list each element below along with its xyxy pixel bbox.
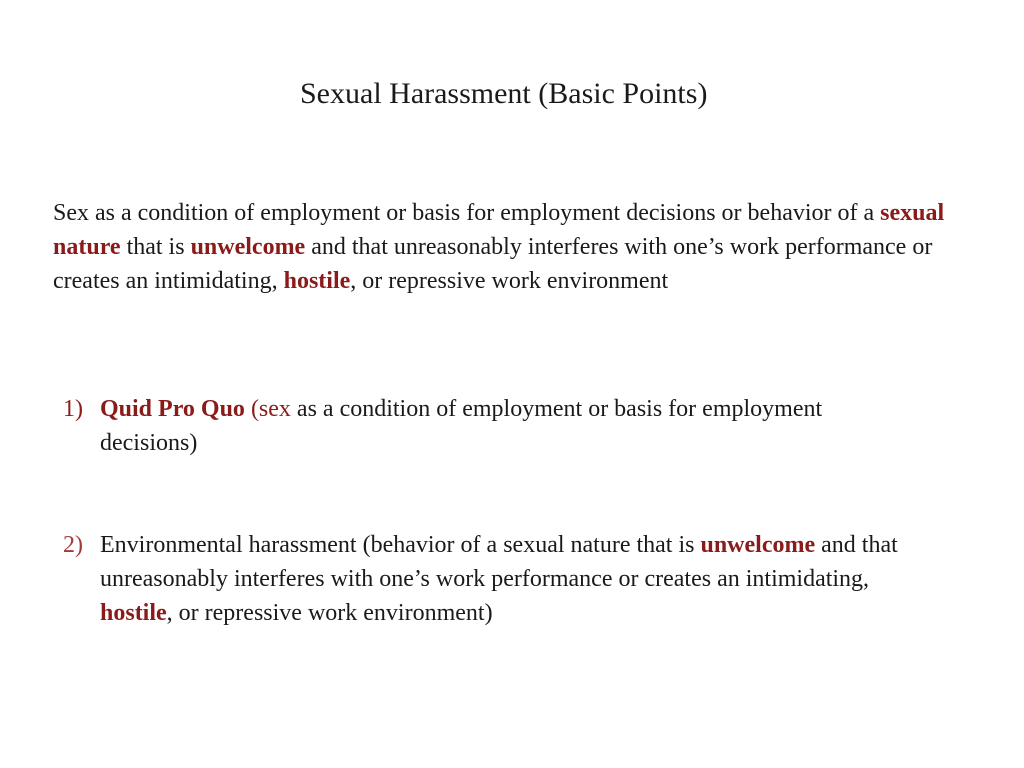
environmental-text-3: , or repressive work environment) (166, 600, 493, 626)
definition-paragraph (53, 196, 953, 298)
list-item-body (100, 528, 923, 630)
list-item-environmental-harassment (63, 528, 923, 630)
definition-emphasis-sexual-nature: sexual nature (53, 200, 945, 260)
environmental-emphasis-unwelcome: unwelcome (700, 532, 816, 558)
definition-text-1: Sex as a condition of employment or basis for employment decisions or behavior of a (53, 200, 881, 226)
quid-pro-quo-heading: Quid Pro Quo (100, 396, 245, 422)
environmental-text-2: and that unreasonably interferes with one’s work performance or creates an intimidating, (100, 532, 898, 592)
list-item-quid-pro-quo (63, 392, 883, 460)
environmental-text-1: Environmental harassment (behavior of a sexual nature that is (100, 532, 701, 558)
list-item-body (100, 392, 883, 460)
quid-pro-quo-description: as a condition of employment or basis for employment decisions) (100, 396, 823, 456)
quid-pro-quo-sex: (sex (244, 396, 291, 422)
environmental-emphasis-hostile: hostile (100, 600, 167, 626)
list-item-number: 1) (63, 396, 83, 422)
definition-text-3: and that unreasonably interferes with one’s work performance or creates an intimidating, (53, 234, 933, 294)
list-item-number: 2) (63, 532, 83, 558)
slide-title: Sexual Harassment (Basic Points) (300, 77, 708, 110)
definition-text-2: that is (120, 234, 191, 260)
definition-emphasis-unwelcome: unwelcome (190, 234, 306, 260)
definition-emphasis-hostile: hostile (283, 268, 351, 294)
definition-text-4: , or repressive work environment (350, 268, 669, 294)
